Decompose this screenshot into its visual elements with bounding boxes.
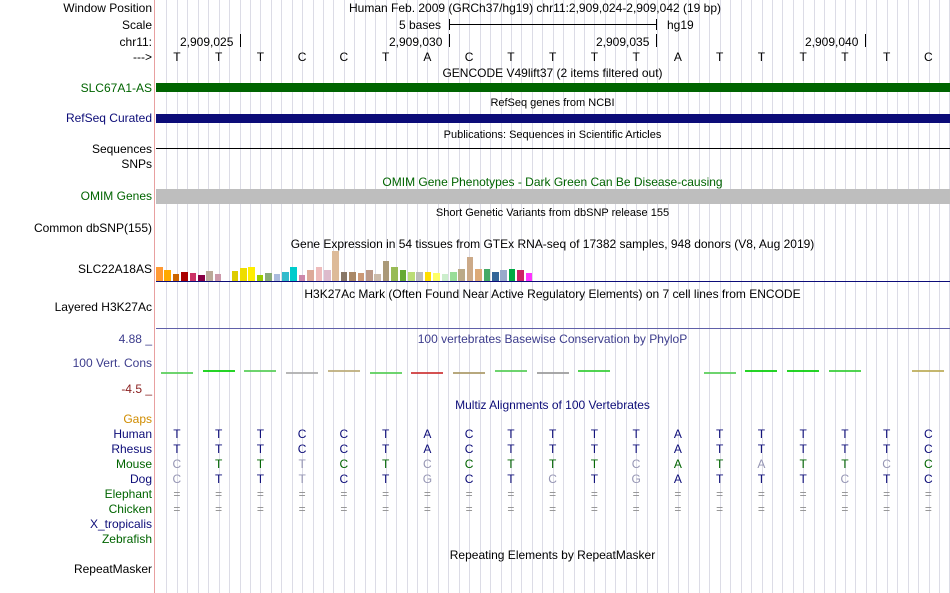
alignment-base: C [924, 442, 933, 456]
species-label-dog[interactable]: Dog [129, 472, 152, 486]
reference-base: T [214, 50, 223, 64]
alignment-base: T [799, 472, 807, 486]
alignment-base: T [715, 457, 724, 471]
gtex-tissue-bar[interactable] [164, 270, 171, 281]
coord-tick-3 [656, 34, 657, 47]
sequences-feature[interactable] [156, 148, 950, 149]
gencode-item-label[interactable]: SLC67A1-AS [80, 81, 152, 95]
reference-base: T [590, 50, 599, 64]
phylop-score-mark[interactable] [829, 370, 861, 372]
alignment-base: C [339, 472, 349, 486]
alignment-base: T [214, 442, 223, 456]
species-label-mouse[interactable]: Mouse [115, 457, 152, 471]
alignment-base: = [173, 487, 181, 501]
alignment-base: T [381, 427, 390, 441]
alignment-base: T [507, 472, 515, 486]
alignment-base: = [256, 487, 264, 501]
reference-base: T [715, 50, 724, 64]
alignment-base: T [632, 427, 640, 441]
phylop-score-mark[interactable] [453, 372, 485, 374]
alignment-base: C [924, 427, 933, 441]
phylop-score-mark[interactable] [704, 372, 736, 374]
coord-tick-1 [240, 34, 241, 47]
coord-4: 2,909,040 [805, 35, 859, 49]
gtex-tissue-bar[interactable] [173, 274, 180, 281]
alignment-base: = [423, 502, 431, 516]
alignment-base: C [423, 457, 432, 471]
alignment-base: = [924, 502, 932, 516]
reference-base: C [464, 50, 474, 64]
species-label-human[interactable]: Human [113, 427, 152, 441]
alignment-base: T [256, 457, 265, 471]
alignment-base: = [841, 487, 849, 501]
scale-bar [449, 24, 656, 25]
gtex-title: Gene Expression in 54 tissues from GTEx RNA-seq of 17382 samples, 948 donors (V8, Aug 2019) [290, 237, 815, 251]
coord-tick-2 [449, 34, 450, 47]
gtex-tissue-bar[interactable] [240, 268, 247, 281]
phylop-score-mark[interactable] [787, 370, 819, 372]
omim-label[interactable]: OMIM Genes [80, 189, 152, 203]
alignment-base: T [548, 427, 557, 441]
alignment-base: = [465, 502, 473, 516]
scale-bar-right [656, 19, 657, 30]
gtex-tissue-bar[interactable] [416, 272, 423, 281]
gtex-tissue-bar[interactable] [274, 274, 281, 281]
alignment-base: = [382, 502, 390, 516]
phylop-score-mark[interactable] [286, 372, 318, 374]
phylop-score-mark[interactable] [537, 372, 569, 374]
gtex-tissue-bar[interactable] [433, 273, 440, 281]
gtex-tissue-bar[interactable] [383, 261, 390, 281]
alignment-base: = [716, 502, 724, 516]
refseq-feature[interactable] [156, 114, 950, 123]
alignment-base: = [382, 487, 390, 501]
phylop-score-mark[interactable] [578, 370, 610, 372]
alignment-base: A [423, 442, 432, 456]
alignment-base: = [674, 502, 682, 516]
alignment-base: = [215, 487, 223, 501]
refseq-item-label[interactable]: RefSeq Curated [65, 111, 152, 125]
gtex-tissue-bar[interactable] [324, 270, 331, 281]
scale-label: Scale [121, 18, 152, 32]
gtex-tissue-bar[interactable] [408, 272, 415, 281]
alignment-base: C [297, 427, 307, 441]
alignment-base: T [507, 457, 515, 471]
phylop-score-mark[interactable] [411, 372, 443, 374]
gtex-tissue-bar[interactable] [316, 267, 323, 281]
coord-tick-4 [865, 34, 866, 47]
alignment-base: = [799, 487, 807, 501]
alignment-base: = [883, 487, 891, 501]
alignment-base: C [464, 472, 474, 486]
gtex-tissue-bar[interactable] [341, 272, 348, 281]
alignment-base: T [882, 442, 891, 456]
window-position-value: Human Feb. 2009 (GRCh37/hg19) chr11:2,909,024-2,909,042 (19 bp) [349, 1, 722, 15]
alignment-base: = [340, 502, 348, 516]
alignment-base: = [716, 487, 724, 501]
phylop-title: 100 vertebrates Basewise Conservation by PhyloP [417, 332, 688, 346]
alignment-base: = [298, 502, 306, 516]
gtex-tissue-bar[interactable] [425, 272, 432, 281]
alignment-base: T [590, 427, 599, 441]
alignment-base: T [590, 472, 599, 486]
alignment-base: A [673, 442, 682, 456]
phylop-score-mark[interactable] [745, 370, 777, 372]
phylop-score-mark[interactable] [912, 370, 944, 372]
gtex-tissue-bar[interactable] [475, 269, 482, 281]
omim-feature[interactable] [156, 189, 950, 204]
h3k27ac-baseline [156, 328, 950, 329]
gtex-tissue-bar[interactable] [215, 274, 222, 281]
reference-base: A [423, 50, 432, 64]
alignment-base: = [298, 487, 306, 501]
gtex-baseline [156, 281, 950, 282]
gtex-label[interactable]: SLC22A18AS [77, 262, 152, 276]
alignment-base: T [507, 427, 515, 441]
alignment-base: T [757, 442, 766, 456]
phylop-score-mark[interactable] [370, 372, 402, 374]
alignment-base: = [256, 502, 264, 516]
alignment-base: T [256, 472, 265, 486]
alignment-base: T [298, 457, 306, 471]
alignment-base: C [464, 442, 474, 456]
alignment-base: C [172, 457, 182, 471]
gencode-feature[interactable] [156, 83, 950, 92]
alignment-base: = [549, 487, 557, 501]
phylop-min: -4.5 _ [121, 382, 152, 396]
alignment-base: T [841, 457, 849, 471]
alignment-base: A [757, 457, 766, 471]
gencode-title: GENCODE V49lift37 (2 items filtered out) [442, 66, 663, 80]
gtex-tissue-bar[interactable] [190, 273, 197, 281]
gtex-tissue-bar[interactable] [282, 272, 289, 281]
alignment-base: T [715, 427, 724, 441]
alignment-base: = [507, 502, 515, 516]
gtex-tissue-bar[interactable] [458, 269, 465, 281]
scale-bar-left [449, 19, 450, 30]
gtex-tissue-bar[interactable] [248, 267, 255, 281]
alignment-base: T [799, 457, 807, 471]
alignment-base: = [883, 502, 891, 516]
species-label-rhesus[interactable]: Rhesus [111, 442, 152, 456]
species-label-chicken[interactable]: Chicken [108, 502, 152, 516]
repeatmasker-title: Repeating Elements by RepeatMasker [449, 548, 656, 562]
alignment-base: T [799, 442, 807, 456]
alignment-base: C [464, 457, 474, 471]
publications-title: Publications: Sequences in Scientific Articles [443, 129, 662, 141]
alignment-base: T [214, 457, 223, 471]
alignment-base: T [173, 442, 181, 456]
alignment-base: = [590, 502, 598, 516]
scale-assembly: hg19 [667, 18, 694, 32]
gtex-tissue-bar[interactable] [332, 251, 339, 281]
alignment-base: T [381, 442, 390, 456]
alignment-base: = [507, 487, 515, 501]
species-label-elephant[interactable]: Elephant [104, 487, 152, 501]
alignment-base: T [548, 457, 557, 471]
multiz-title: Multiz Alignments of 100 Vertebrates [455, 398, 650, 412]
alignment-base: T [507, 442, 515, 456]
alignment-base: T [590, 457, 599, 471]
alignment-base: C [924, 457, 933, 471]
gtex-tissue-bar[interactable] [366, 270, 373, 281]
alignment-base: = [590, 487, 598, 501]
gtex-tissue-bar[interactable] [307, 270, 314, 281]
alignment-base: T [590, 442, 599, 456]
reference-base: A [673, 50, 682, 64]
reference-base: T [632, 50, 640, 64]
alignment-base: C [297, 442, 307, 456]
reference-base: T [799, 50, 807, 64]
alignment-base: = [757, 502, 765, 516]
phylop-label[interactable]: 100 Vert. Cons [72, 356, 152, 370]
alignment-base: C [172, 472, 182, 486]
repeatmasker-label[interactable]: RepeatMasker [73, 562, 152, 576]
alignment-base: T [381, 472, 390, 486]
reference-base: T [256, 50, 265, 64]
reference-base: T [757, 50, 766, 64]
sequences-label[interactable]: Sequences [91, 142, 152, 156]
alignment-base: T [632, 442, 640, 456]
alignment-base: T [757, 427, 766, 441]
reference-base: C [297, 50, 307, 64]
alignment-base: = [632, 502, 640, 516]
alignment-base: T [715, 442, 724, 456]
phylop-max: 4.88 _ [118, 332, 152, 346]
alignment-base: T [799, 427, 807, 441]
alignment-base: T [298, 472, 306, 486]
alignment-base: = [340, 487, 348, 501]
reference-base: T [882, 50, 891, 64]
gtex-tissue-bar[interactable] [400, 270, 407, 281]
gtex-tissue-bar[interactable] [484, 269, 491, 281]
gtex-tissue-bar[interactable] [450, 272, 457, 281]
species-label-zebrafish[interactable]: Zebrafish [101, 532, 152, 546]
alignment-base: T [715, 472, 724, 486]
alignment-base: C [339, 442, 349, 456]
refseq-title: RefSeq genes from NCBI [490, 97, 615, 109]
alignment-base: C [339, 457, 349, 471]
alignment-base: = [841, 502, 849, 516]
gtex-tissue-bar[interactable] [206, 271, 213, 281]
gtex-tissue-bar[interactable] [517, 270, 524, 281]
dbsnp-label[interactable]: Common dbSNP(155) [33, 221, 152, 235]
reference-base: C [339, 50, 349, 64]
phylop-score-mark[interactable] [495, 370, 527, 372]
alignment-base: = [757, 487, 765, 501]
phylop-score-mark[interactable] [328, 370, 360, 372]
gtex-tissue-bar[interactable] [509, 269, 516, 281]
coord-3: 2,909,035 [596, 35, 650, 49]
alignment-base: C [631, 457, 641, 471]
alignment-base: A [673, 427, 682, 441]
gtex-tissue-bar[interactable] [265, 273, 272, 281]
alignment-base: T [256, 442, 265, 456]
alignment-base: T [548, 442, 557, 456]
reference-base: T [507, 50, 515, 64]
gtex-tissue-bar[interactable] [374, 274, 381, 281]
alignment-base: T [882, 427, 891, 441]
gtex-tissue-bar[interactable] [526, 273, 533, 281]
gtex-tissue-bar[interactable] [181, 272, 188, 281]
alignment-base: G [631, 472, 641, 486]
alignment-base: T [757, 472, 766, 486]
alignment-base: T [214, 427, 223, 441]
alignment-base: A [423, 427, 432, 441]
scale-text: 5 bases [399, 18, 442, 32]
alignment-base: T [381, 457, 390, 471]
species-label-x_tropicalis[interactable]: X_tropicalis [89, 517, 152, 531]
alignment-base: = [465, 487, 473, 501]
alignment-base: = [423, 487, 431, 501]
h3k27ac-title: H3K27Ac Mark (Often Found Near Active Regulatory Elements) on 7 cell lines from ENCODE [304, 287, 801, 301]
alignment-base: T [173, 427, 181, 441]
alignment-base: T [841, 427, 849, 441]
gtex-tissue-bar[interactable] [391, 267, 398, 281]
alignment-base: T [882, 472, 891, 486]
h3k27ac-label[interactable]: Layered H3K27Ac [54, 300, 152, 314]
gtex-tissue-bar[interactable] [442, 274, 449, 281]
dbsnp-title: Short Genetic Variants from dbSNP release 155 [435, 207, 670, 219]
alignment-base: C [882, 457, 891, 471]
alignment-base: = [215, 502, 223, 516]
strand-label: ---> [133, 50, 152, 64]
chrom-label: chr11: [119, 35, 152, 49]
reference-base: C [924, 50, 933, 64]
alignment-base: = [799, 502, 807, 516]
phylop-score-mark[interactable] [244, 370, 276, 372]
alignment-base: A [673, 472, 682, 486]
omim-title: OMIM Gene Phenotypes - Dark Green Can Be Disease-causing [382, 175, 723, 189]
alignment-base: T [841, 442, 849, 456]
gtex-tissue-bar[interactable] [156, 267, 163, 281]
gtex-tissue-bar[interactable] [492, 272, 499, 281]
gtex-tissue-bar[interactable] [232, 271, 239, 281]
alignment-base: C [339, 427, 349, 441]
phylop-score-mark[interactable] [161, 372, 193, 374]
snps-label[interactable]: SNPs [121, 157, 152, 171]
alignment-base: = [924, 487, 932, 501]
gtex-tissue-bar[interactable] [500, 270, 507, 281]
alignment-base: = [632, 487, 640, 501]
gtex-tissue-bar[interactable] [467, 257, 474, 281]
alignment-base: C [840, 472, 850, 486]
alignment-base: A [673, 457, 682, 471]
window-position-label: Window Position [63, 1, 152, 15]
alignment-base: = [173, 502, 181, 516]
gaps-label[interactable]: Gaps [123, 412, 152, 426]
alignment-base: T [256, 427, 265, 441]
gtex-tissue-bar[interactable] [349, 272, 356, 281]
gtex-tissue-bar[interactable] [358, 273, 365, 281]
reference-base: T [381, 50, 390, 64]
gtex-tissue-bar[interactable] [290, 267, 297, 281]
reference-base: T [548, 50, 557, 64]
coord-1: 2,909,025 [180, 35, 234, 49]
reference-base: T [841, 50, 849, 64]
alignment-base: C [464, 427, 474, 441]
alignment-base: = [674, 487, 682, 501]
alignment-base: = [549, 502, 557, 516]
alignment-base: C [548, 472, 557, 486]
reference-base: T [173, 50, 181, 64]
phylop-score-mark[interactable] [203, 370, 235, 372]
coord-2: 2,909,030 [389, 35, 443, 49]
alignment-base: C [924, 472, 933, 486]
alignment-base: T [214, 472, 223, 486]
alignment-base: G [422, 472, 433, 486]
